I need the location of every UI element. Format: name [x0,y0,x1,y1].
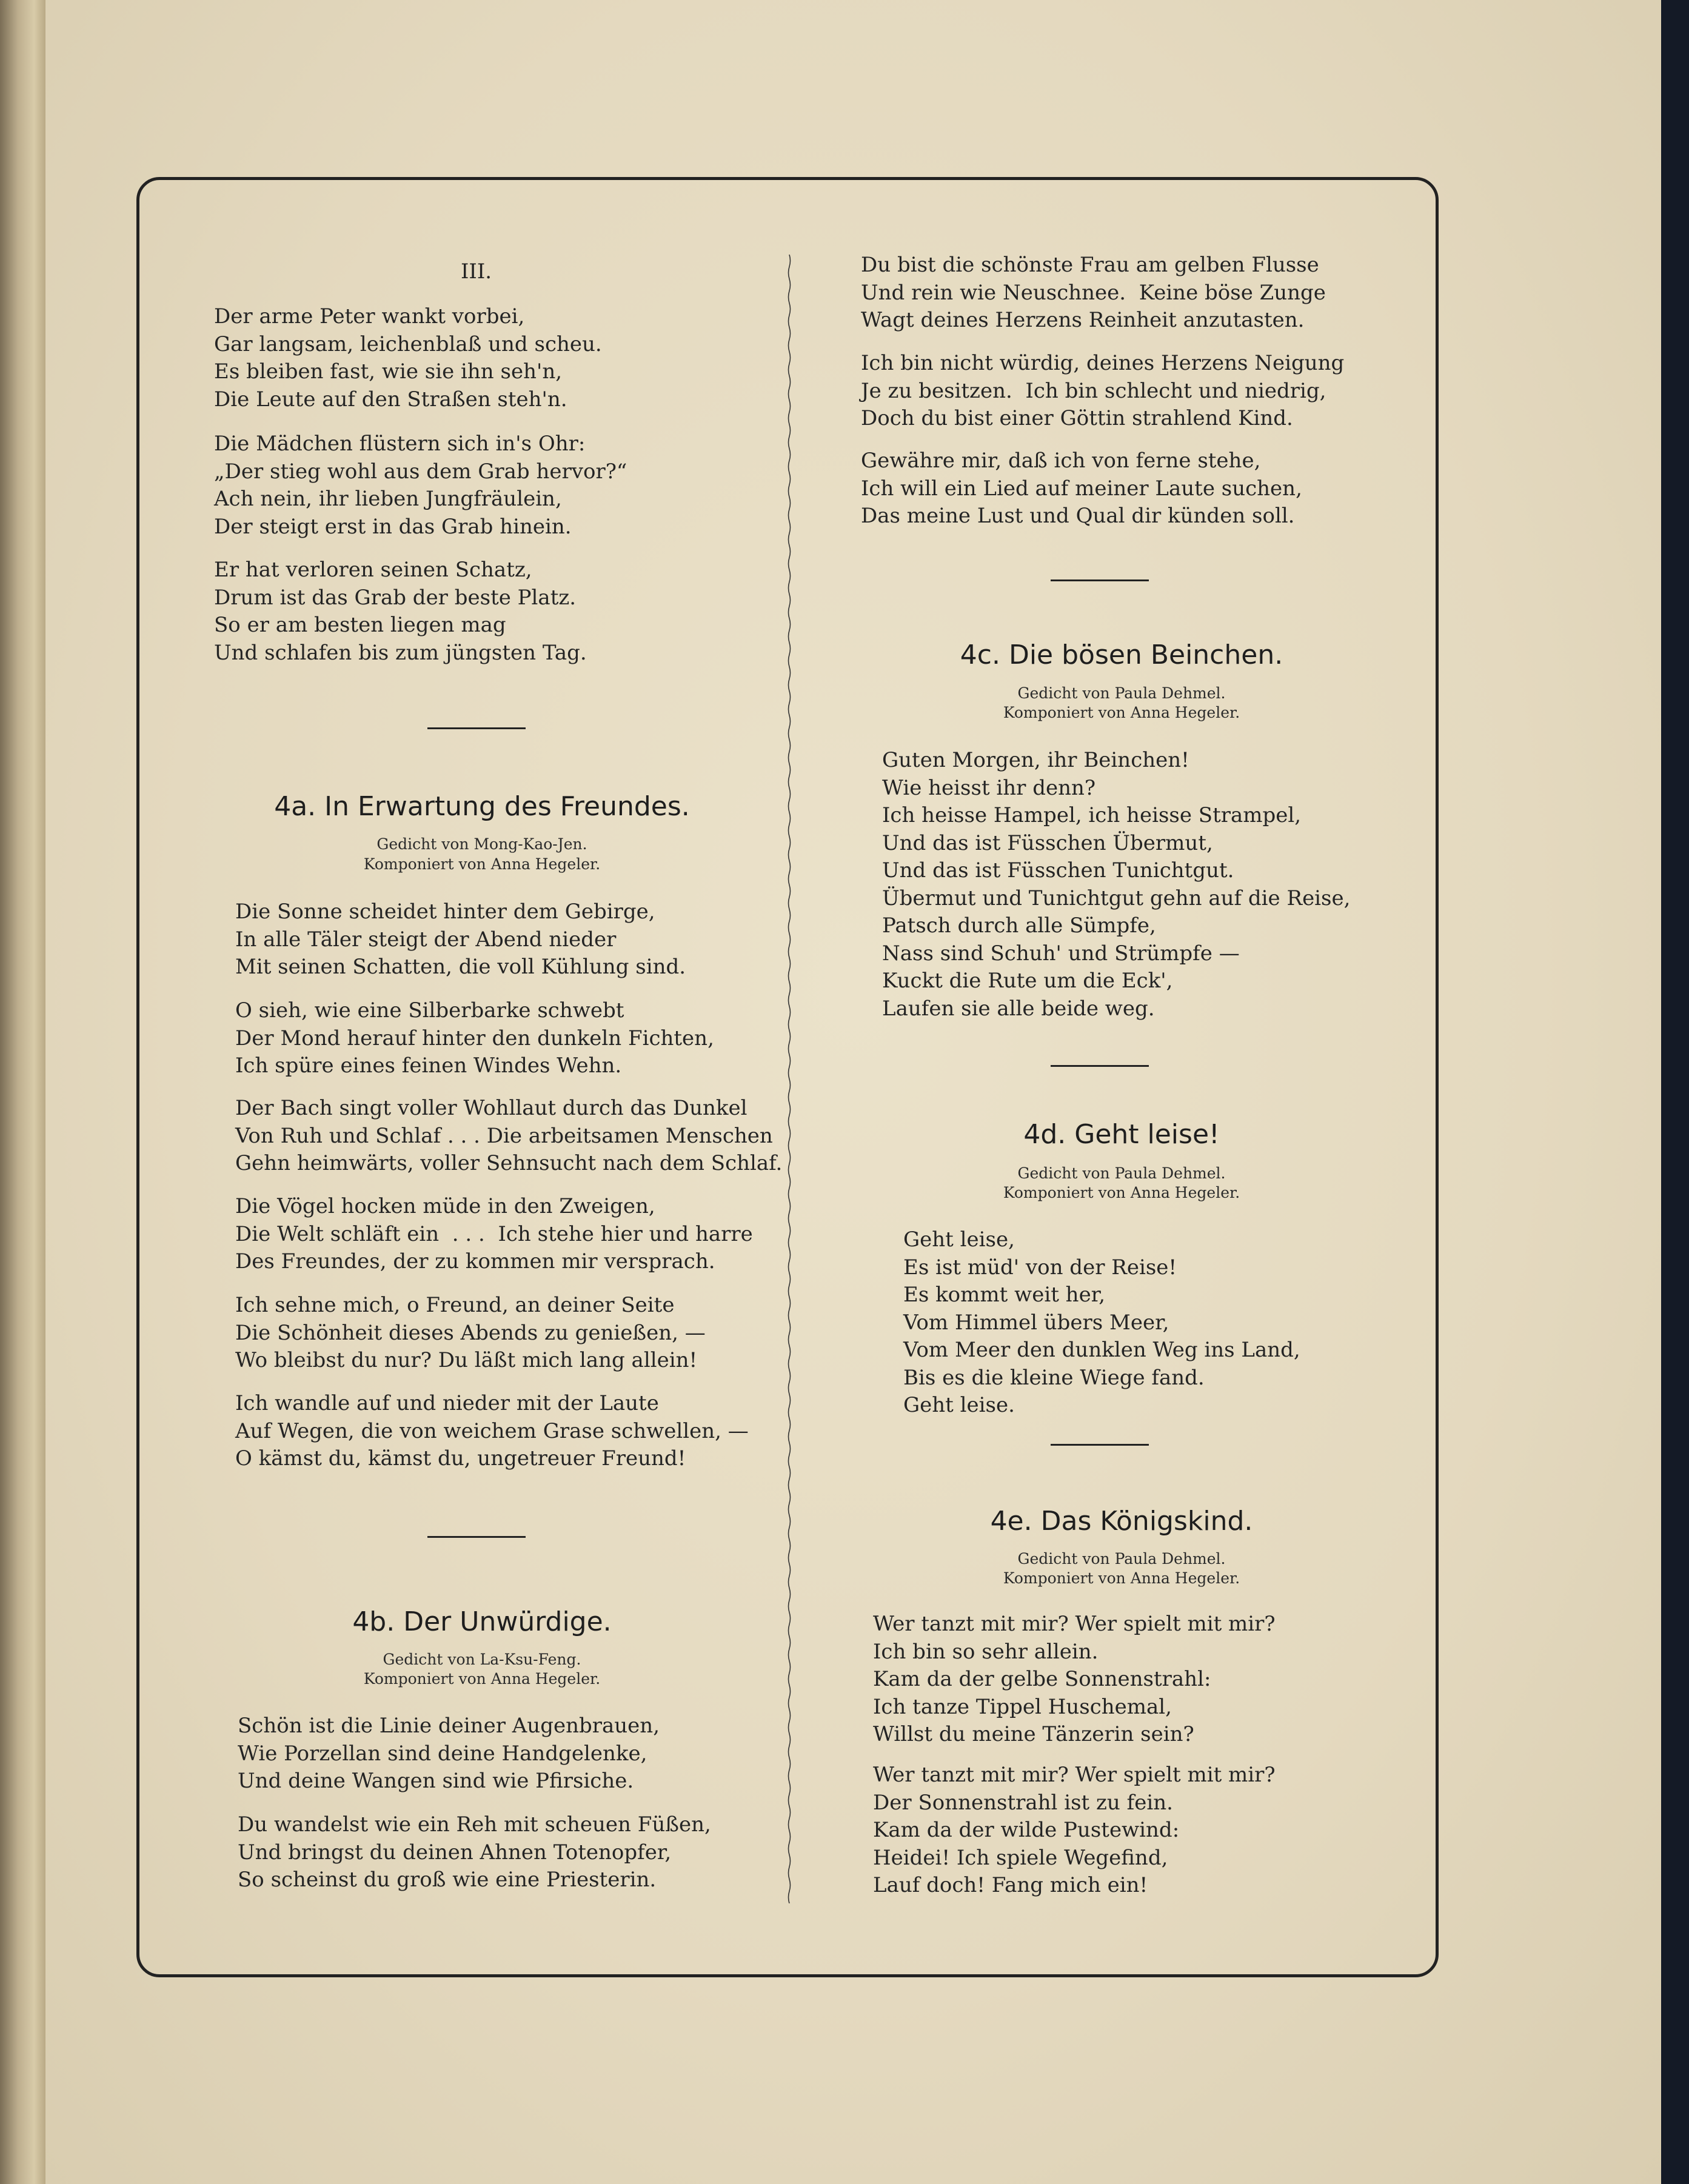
stanza-4b-4: Ich bin nicht würdig, deines Herzens Neigung Je zu besitzen. Ich bin schlecht und niedrig, Doch du bist einer Göttin strahlend Kind. [861,351,1345,430]
stanza-4b-2: Du wandelst wie ein Reh mit scheuen Füßen, Und bringst du deinen Ahnen Totenopfer, So scheinst du groß wie eine Priesterin. [238,1812,711,1892]
stanza-III-3: Er hat verloren seinen Schatz, Drum ist das Grab der beste Platz. So er am besten liegen mag Und schlafen bis zum jüngsten Tag. [214,558,587,665]
stanza-4b-5: Gewähre mir, daß ich von ferne stehe, Ich will ein Lied auf meiner Laute suchen, Das meine Lust und Qual dir künden soll. [861,449,1302,528]
composer-credit-4d: Komponiert von Anna Hegeler. [1003,1184,1240,1201]
poem-credit-4d: Gedicht von Paula Dehmel. [1017,1164,1226,1182]
composer-credit-4a: Komponiert von Anna Hegeler. [363,855,601,873]
poem-credit-4a: Gedicht von Mong-Kao-Jen. [376,835,587,853]
column-divider [787,255,792,1903]
poem-credit-4c: Gedicht von Paula Dehmel. [1017,684,1226,702]
stanza-4c: Guten Morgen, ihr Beinchen! Wie heisst ihr denn? Ich heisse Hampel, ich heisse Strampel, Und das ist Füsschen Übermut, Und das ist Füsschen Tunichtgut. Übermut und Tunichtgut gehn auf die Reise, Patsch durch alle Sümpfe, Nass sind Schuh' und Strümpfe — Kuckt die Rute um die Eck', Laufen sie alle beide weg. [882,748,1351,1021]
section-numeral: III. [461,259,492,284]
section-rule [1051,1444,1149,1446]
binding-edge [0,0,45,2184]
song-title-4c: 4c. Die bösen Beinchen. [960,640,1283,670]
poem-credit-4e: Gedicht von Paula Dehmel. [1017,1550,1226,1568]
section-rule [1051,579,1149,581]
stanza-4e-2: Wer tanzt mit mir? Wer spielt mit mir? Der Sonnenstrahl ist zu fein. Kam da der wilde Pustewind: Heidei! Ich spiele Wegefind, Lauf doch! Fang mich ein! [873,1763,1276,1897]
poem-credit-4b: Gedicht von La-Ksu-Feng. [383,1651,581,1668]
stanza-4d: Geht leise, Es ist müd' von der Reise! Es kommt weit her, Vom Himmel übers Meer, Vom Meer den dunklen Weg ins Land, Bis es die kleine Wiege fand. Geht leise. [903,1227,1300,1417]
song-title-4b: 4b. Der Unwürdige. [352,1606,612,1637]
composer-credit-4c: Komponiert von Anna Hegeler. [1003,704,1240,721]
stanza-III-1: Der arme Peter wankt vorbei, Gar langsam, leichenblaß und scheu. Es bleiben fast, wie sie ihn seh'n, Die Leute auf den Straßen steh'n. [214,304,602,412]
song-title-4d: 4d. Geht leise! [1023,1119,1220,1150]
stanza-4a-5: Ich sehne mich, o Freund, an deiner Seite Die Schönheit dieses Abends zu genießen, — Wo bleibst du nur? Du läßt mich lang allein! [235,1293,706,1372]
stanza-4b-3: Du bist die schönste Frau am gelben Flusse Und rein wie Neuschnee. Keine böse Zunge Wagt deines Herzens Reinheit anzutasten. [861,253,1326,332]
scan-background [1661,0,1689,2184]
stanza-4e-1: Wer tanzt mit mir? Wer spielt mit mir? Ich bin so sehr allein. Kam da der gelbe Sonnenstrahl: Ich tanze Tippel Huschemal, Willst du meine Tänzerin sein? [873,1612,1276,1746]
song-title-4a: 4a. In Erwartung des Freundes. [274,791,690,822]
stanza-4b-1: Schön ist die Linie deiner Augenbrauen, Wie Porzellan sind deine Handgelenke, Und deine Wangen sind wie Pfirsiche. [238,1714,660,1793]
stanza-4a-3: Der Bach singt voller Wohllaut durch das Dunkel Von Ruh und Schlaf . . . Die arbeitsamen Menschen Gehn heimwärts, voller Sehnsucht nach dem Schlaf. [235,1096,783,1175]
section-rule [427,727,526,729]
composer-credit-4e: Komponiert von Anna Hegeler. [1003,1569,1240,1587]
stanza-4a-4: Die Vögel hocken müde in den Zweigen, Die Welt schläft ein . . . Ich stehe hier und harre Des Freundes, der zu kommen mir versprach. [235,1194,753,1274]
section-rule [1051,1065,1149,1067]
stanza-4a-2: O sieh, wie eine Silberbarke schwebt Der Mond herauf hinter den dunkeln Fichten, Ich spüre eines feinen Windes Wehn. [235,998,714,1078]
stanza-4a-6: Ich wandle auf und nieder mit der Laute Auf Wegen, die von weichem Grase schwellen, — O kämst du, kämst du, ungetreuer Freund! [235,1391,749,1471]
stanza-4a-1: Die Sonne scheidet hinter dem Gebirge, In alle Täler steigt der Abend nieder Mit seinen Schatten, die voll Kühlung sind. [235,900,686,979]
song-title-4e: 4e. Das Königskind. [990,1506,1253,1537]
section-rule [427,1536,526,1538]
composer-credit-4b: Komponiert von Anna Hegeler. [363,1670,601,1688]
stanza-III-2: Die Mädchen flüstern sich in's Ohr: „Der stieg wohl aus dem Grab hervor?“ Ach nein, ihr lieben Jungfräulein, Der steigt erst in das Grab hinein. [214,432,627,539]
